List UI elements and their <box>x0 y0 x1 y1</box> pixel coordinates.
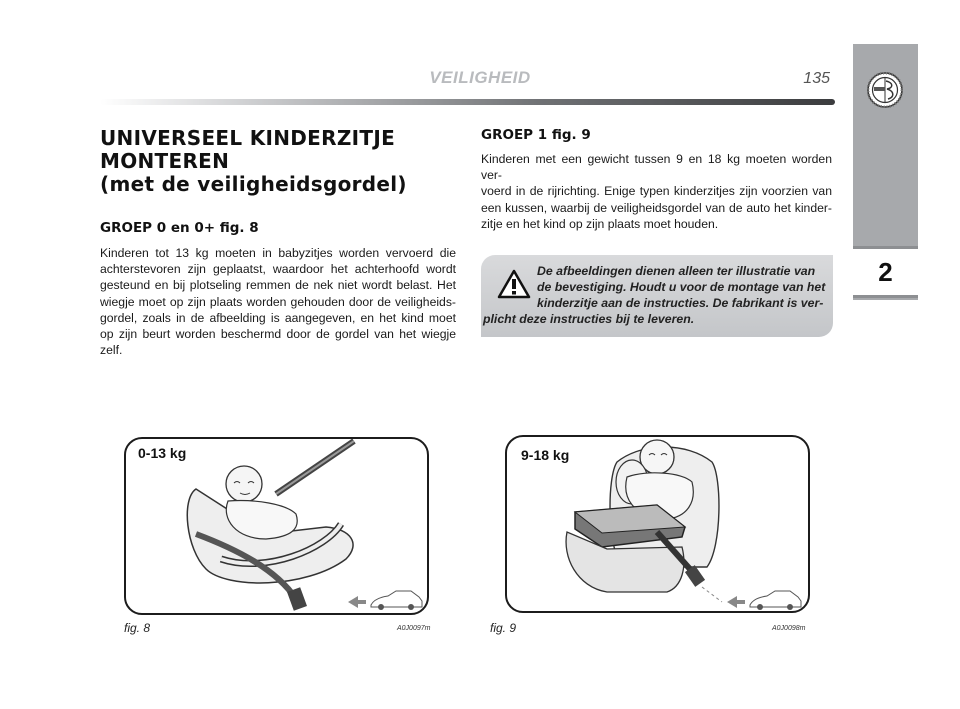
chapter-number: 2 <box>853 246 918 298</box>
group1-heading: GROEP 1 fig. 9 <box>481 127 591 143</box>
child-seat-illustration <box>507 437 808 611</box>
paragraph-line: Kinderen met een gewicht tussen 9 en 18 kg moeten worden ver- <box>481 152 832 183</box>
warning-line: kinderzitje aan de instructies. De fabrikant is ver- <box>537 296 824 310</box>
paragraph-line: wiegje moet op zijn plaats worden gehouden door de veiligheids- <box>100 294 456 309</box>
figure-9-child-seat <box>505 435 810 613</box>
warning-text <box>481 263 826 327</box>
group0-paragraph <box>100 245 456 358</box>
figure-8-infant-seat <box>124 437 429 615</box>
paragraph-line: een kussen, waarbij de veiligheidsgordel van de auto het kinder- <box>481 200 832 215</box>
warning-line: De afbeeldingen dienen alleen ter illustratie van <box>537 264 816 278</box>
main-heading-line: MONTEREN <box>100 149 230 173</box>
paragraph-line: gordel, zoals in de afbeelding is aangegeven, en het kind moet <box>100 310 456 325</box>
infant-seat-illustration <box>126 439 427 613</box>
main-heading-line: UNIVERSEEL KINDERZITJE <box>100 126 396 150</box>
warning-box <box>481 255 833 337</box>
warning-line: plicht deze instructies bij te leveren. <box>483 312 695 326</box>
figure-9-code: A0J0098m <box>772 625 806 632</box>
paragraph-line: zitje en het kind op zijn plaats moet houden. <box>481 216 719 231</box>
main-heading <box>100 127 460 196</box>
figure-weight-label: 0-13 kg <box>138 445 187 461</box>
alfa-romeo-logo-icon <box>867 72 903 108</box>
figure-9-caption: fig. 9 <box>490 621 517 635</box>
paragraph-line: achterstevoren zijn geplaatst, waardoor het achterhoofd wordt <box>100 262 456 277</box>
chapter-side-tab <box>853 44 918 300</box>
main-heading-line: (met de veiligheidsgordel) <box>100 172 407 196</box>
paragraph-line: voerd in de rijrichting. Enige typen kinderzitjes zijn voorzien van <box>481 184 832 199</box>
warning-line: de bevestiging. Houdt u voor de montage van het <box>537 280 826 294</box>
paragraph-line: op zijn beurt worden beschermd door de gordel van het wiegje zelf. <box>100 327 456 358</box>
figure-8-code: A0J0097m <box>397 625 431 632</box>
figure-weight-label: 9-18 kg <box>521 447 570 463</box>
page-section-title: VEILIGHEID <box>429 68 531 87</box>
paragraph-line: gesteund en bij plotseling remmen de nek niet wordt belast. Het <box>100 278 456 293</box>
header-rule <box>100 99 835 105</box>
page-number: 135 <box>803 70 830 87</box>
group1-paragraph <box>481 151 832 232</box>
figure-8-caption: fig. 8 <box>124 621 151 635</box>
paragraph-line: Kinderen tot 13 kg moeten in babyzitjes worden vervoerd die <box>100 246 456 260</box>
group0-heading: GROEP 0 en 0+ fig. 8 <box>100 220 259 236</box>
